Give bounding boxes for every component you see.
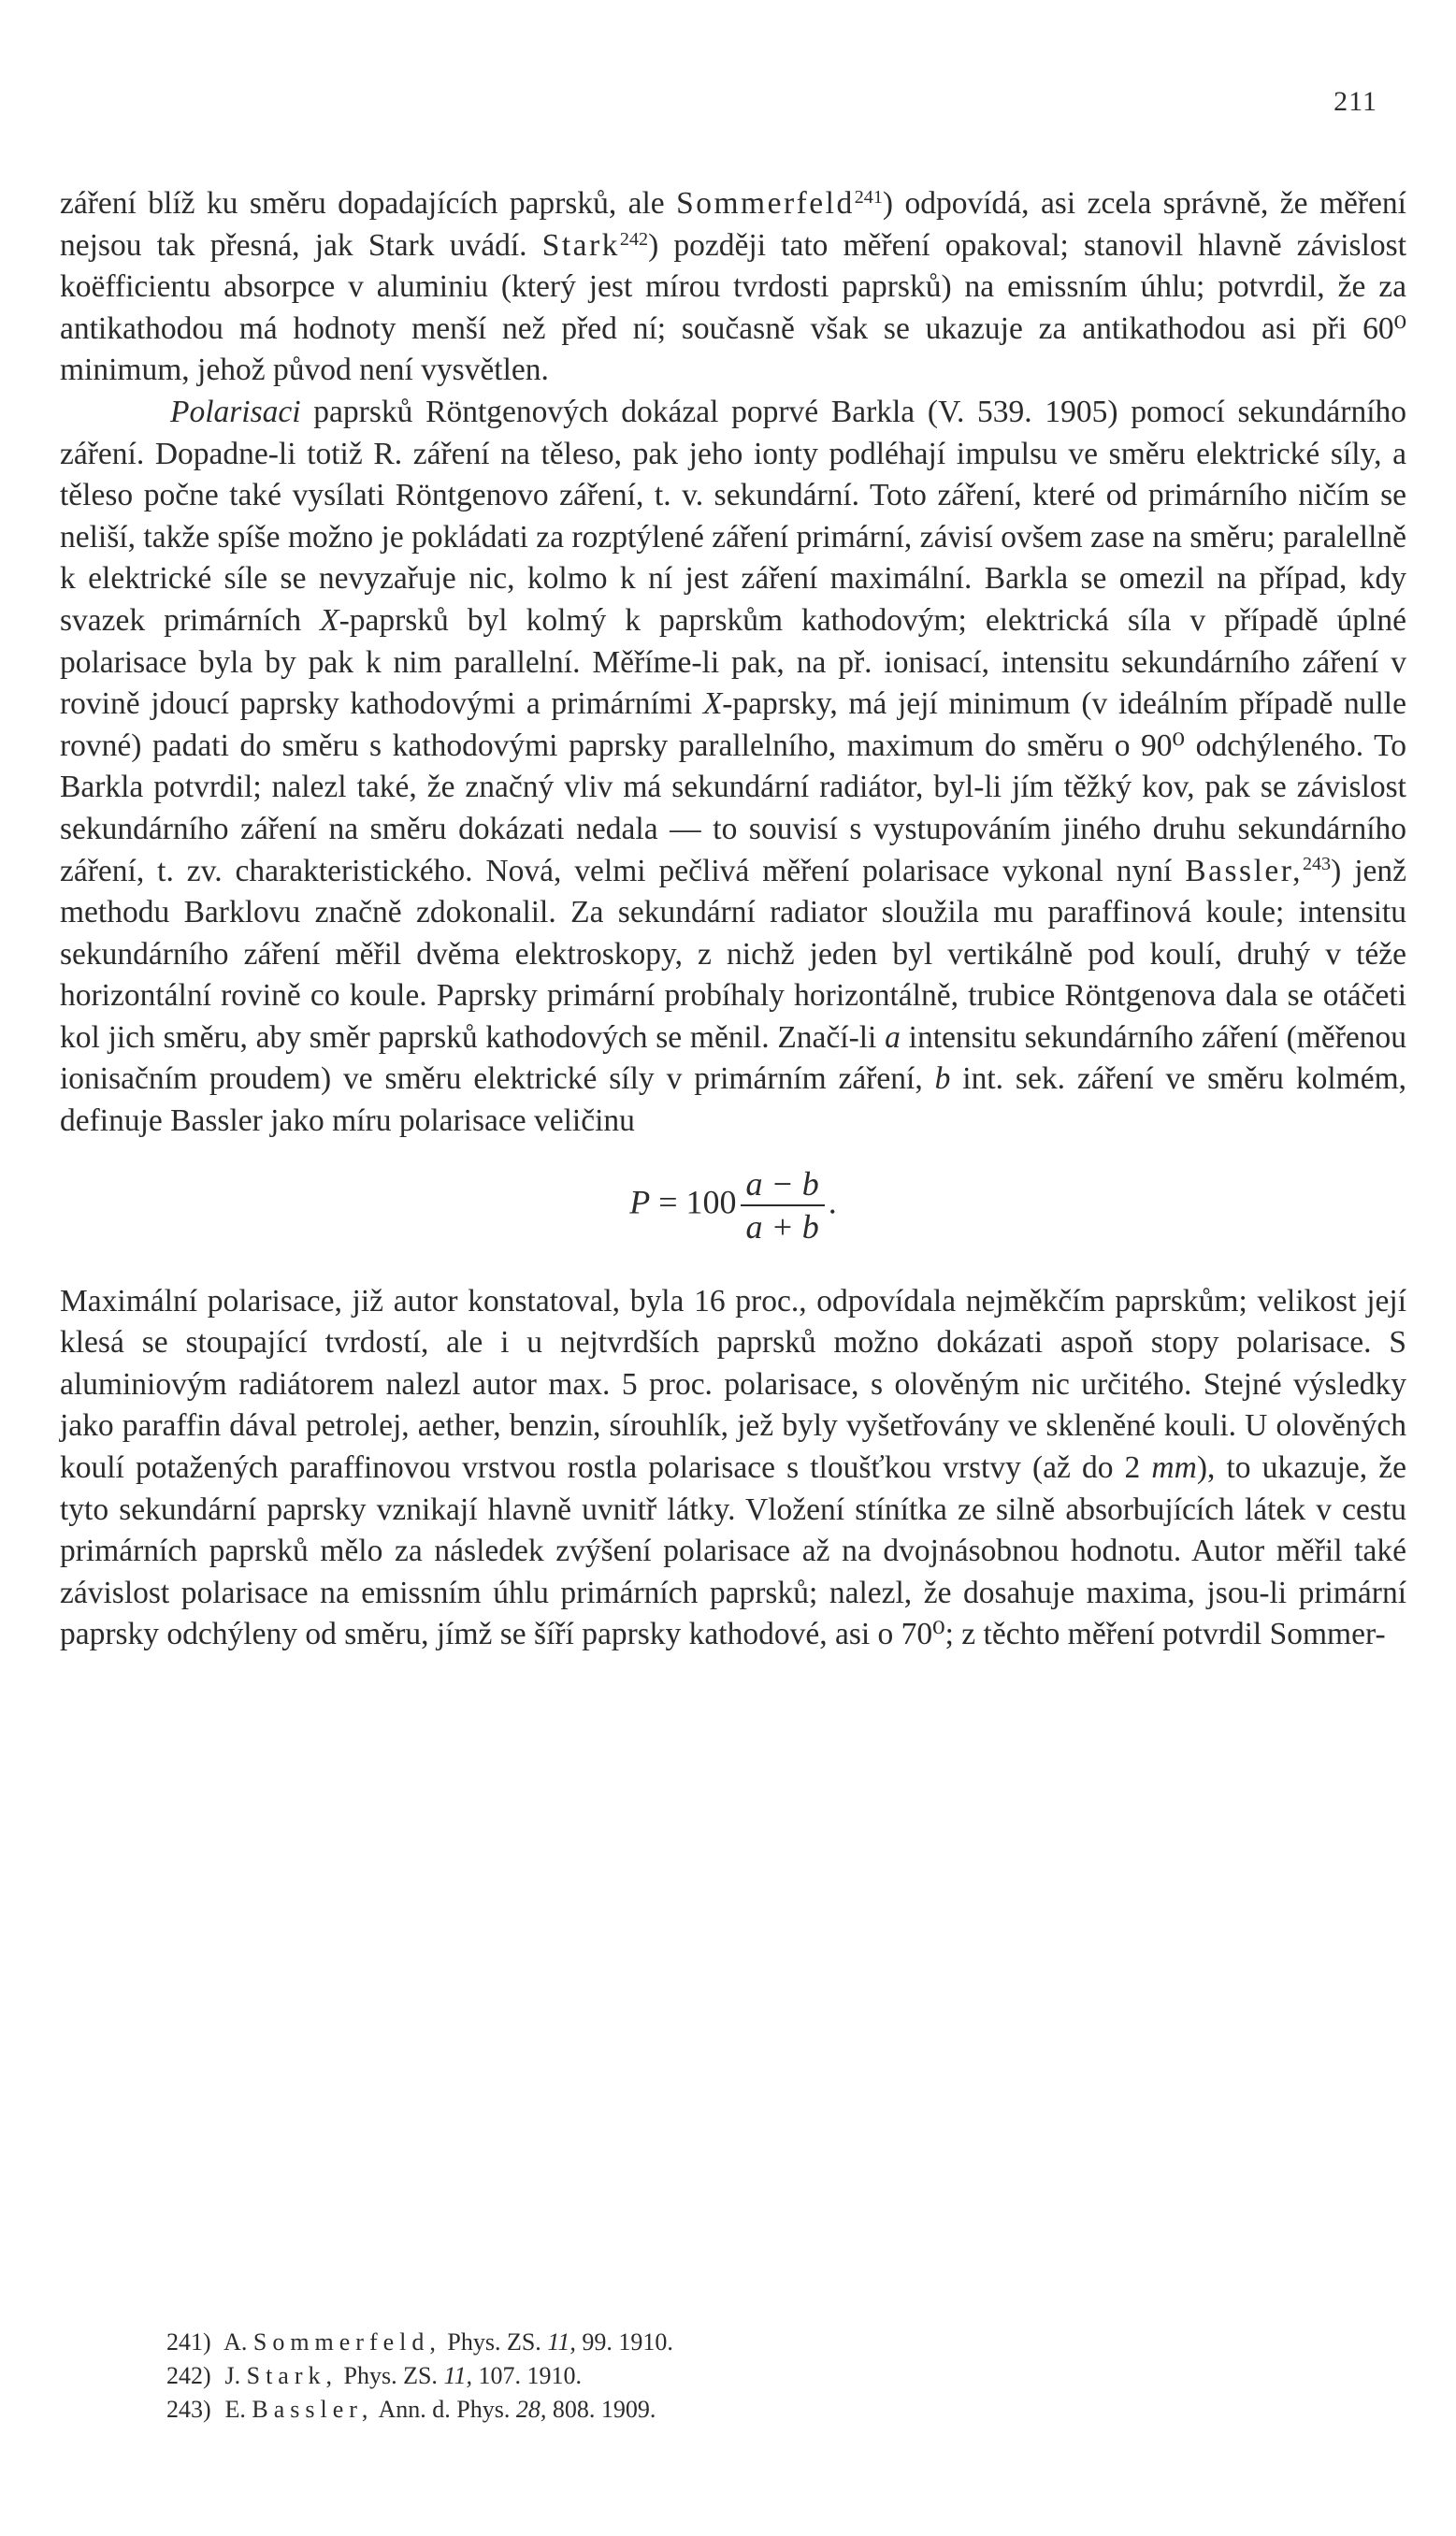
- footnote-journal: Phys. ZS.: [447, 2328, 541, 2356]
- author-name: Bassler,: [1185, 853, 1303, 888]
- page-number: 211: [1333, 86, 1377, 117]
- footnote-author: Sommerfeld,: [252, 2328, 441, 2356]
- author-name: Sommerfeld: [676, 186, 855, 221]
- formula-end: .: [828, 1182, 837, 1220]
- text-run: ), to ukazuje, že tyto sekundární paprsky vznikají hlavně uvnitř látky. Vložení stínítka ze silně absorbujících látek v cestu primárních paprsků mělo za následek zvýšení polarisace až na dvojnásobnou hodnotu. Autor měřil také závislost polarisace na emissním úhlu primárních paprsků; nalezl, že dosahuje maxima, jsou-li primární paprsky odchýleny od směru, jímž se šíří paprsky kathodové, asi o 70⁰; z těchto měření potvrdil Sommer-: [60, 1450, 1406, 1652]
- variable: X: [320, 602, 339, 638]
- text-run: -paprsky, má její minimum (v ideálním případě nulle rovné) padati do směru s kathodovými paprsky parallelního, maximum do směru o 90⁰ odchýleného. To Barkla potvrdil; nalezl také, že značný vliv má sekundární radiátor, byl-li jím těžký kov, pak se závislost sekundárního záření na směru dokázati nedala — to souvisí s vystupováním jiného druhu sekundárního záření, t. zv. charakteristického. Nová, velmi pečlivá měření polarisace vykonal nyní: [60, 686, 1406, 888]
- footnote-volume: 11,: [547, 2328, 576, 2356]
- paragraph-3: [60, 1281, 1406, 1656]
- footnote-rest: 99. 1910.: [582, 2328, 673, 2356]
- variable: b: [934, 1061, 951, 1097]
- text-run: ) jenž methodu Barklovu značně zdokonalil. Za sekundární radiator sloužila mu paraffinová koule; intensitu sekundárního záření měřil dvěma elektroskopy, z nichž jeden byl vertikálně pod koulí, druhý v téže horizontální rovině co koule. Paprsky primární probíhaly horizontálně, trubice Röntgenova dala se otáčeti kol jich směru, aby směr paprsků kathodových se měnil. Značí-li: [60, 853, 1406, 1055]
- paragraph-1: [60, 183, 1406, 392]
- text-run: záření blíž ku směru dopadajících paprsků, ale: [60, 186, 677, 221]
- footnote: [166, 2326, 673, 2359]
- text-run: intensitu sekundárního záření (měřenou ionisačním proudem) ve směru elektrické síly v primárním záření,: [60, 1019, 1406, 1097]
- footnotes: [166, 2326, 673, 2427]
- footnote-author: Stark,: [246, 2362, 339, 2389]
- footnote-ref: 241: [854, 186, 883, 208]
- footnote: [166, 2393, 673, 2427]
- footnote-ref: 242: [619, 228, 649, 250]
- formula-denominator: a + b: [745, 1207, 819, 1246]
- unit: mm: [1151, 1450, 1197, 1486]
- footnote-initial: E.: [224, 2396, 246, 2423]
- footnote-mark: 242): [166, 2362, 211, 2389]
- footnote-volume: 28,: [515, 2396, 547, 2423]
- formula-equals: = 100: [650, 1182, 737, 1220]
- text-run: -paprsků byl kolmý k paprskům kathodovým; elektrická síla v případě úplné polarisace byla by pak k nim parallelní. Měříme-li pak, na př. ionisací, intensitu sekundárního záření v rovině jdoucí paprsky kathodovými a primárními: [60, 602, 1406, 722]
- formula-numerator: a − b: [741, 1167, 825, 1206]
- footnote-rest: 808. 1909.: [552, 2396, 656, 2423]
- formula-fraction: [741, 1164, 825, 1246]
- footnote-ref: 243: [1302, 854, 1332, 875]
- polarisation-formula: [60, 1164, 1406, 1246]
- variable: a: [885, 1019, 901, 1055]
- variable: X: [702, 686, 723, 722]
- footnote-journal: Ann. d. Phys.: [378, 2396, 511, 2423]
- text-run: Maximální polarisace, již autor konstatoval, byla 16 proc., odpovídala nejměkčím paprskům; velikost její klesá se stoupající tvrdostí, ale i u nejtvrdších paprsků možno dokázati aspoň stopy polarisace. S aluminiovým radiátorem nalezl autor max. 5 proc. polarisace, s olověným nic určitého. Stejné výsledky jako paraffin dával petrolej, aether, benzin, sírouhlík, jež byly vyšetřovány ve skleněné kouli. U olověných koulí potažených paraffinovou vrstvou rostla polarisace s tloušťkou vrstvy (až do 2: [60, 1283, 1406, 1486]
- footnote-mark: 241): [166, 2328, 211, 2356]
- emphasis: Polarisaci: [170, 394, 301, 429]
- text-run: ) odpovídá, asi zcela správně, že měření nejsou tak přesná, jak Stark uvádí.: [60, 186, 1406, 263]
- formula-lhs: P: [629, 1182, 651, 1220]
- footnote-author: Bassler,: [252, 2396, 374, 2423]
- text-run: int. sek. záření ve směru kolmém, definuje Bassler jako míru polarisace veličinu: [60, 1061, 1407, 1139]
- footnote-mark: 243): [166, 2396, 211, 2423]
- footnote-initial: A.: [223, 2328, 248, 2356]
- footnote-volume: 11,: [443, 2362, 473, 2389]
- footnote-journal: Phys. ZS.: [343, 2362, 438, 2389]
- footnote-rest: 107. 1910.: [478, 2362, 583, 2389]
- text-run: paprsků Röntgenových dokázal poprvé Barkla (V. 539. 1905) pomocí sekundárního záření. Dopadne-li totiž R. záření na těleso, pak jeho ionty podléhají impulsu ve směru elektrické síly, a těleso počne také vysílati Röntgenovo záření, t. v. sekundární. Toto záření, které od primárního ničím se neliší, takže spíše možno je pokládati za rozptýlené záření primární, závisí ovšem zase na směru; paralellně k elektrické síle se nevyzařuje nic, kolmo k ní jest záření maximální. Barkla se omezil na případ, kdy svazek primárních: [60, 394, 1406, 638]
- author-name: Stark: [541, 227, 620, 263]
- footnote-initial: J.: [224, 2362, 241, 2389]
- body-text: [60, 183, 1406, 1656]
- footnote: [166, 2359, 673, 2393]
- text-run: ) později tato měření opakoval; stanovil hlavně závislost koëfficientu absorpce v aluminiu (který jest mírou tvrdosti paprsků) na emissním úhlu; potvrdil, že za antikathodou má hodnoty menší než před ní; současně však se ukazuje za antikathodou asi při 60⁰ minimum, jehož původ není vysvětlen.: [60, 227, 1407, 388]
- paragraph-2: [60, 392, 1406, 1143]
